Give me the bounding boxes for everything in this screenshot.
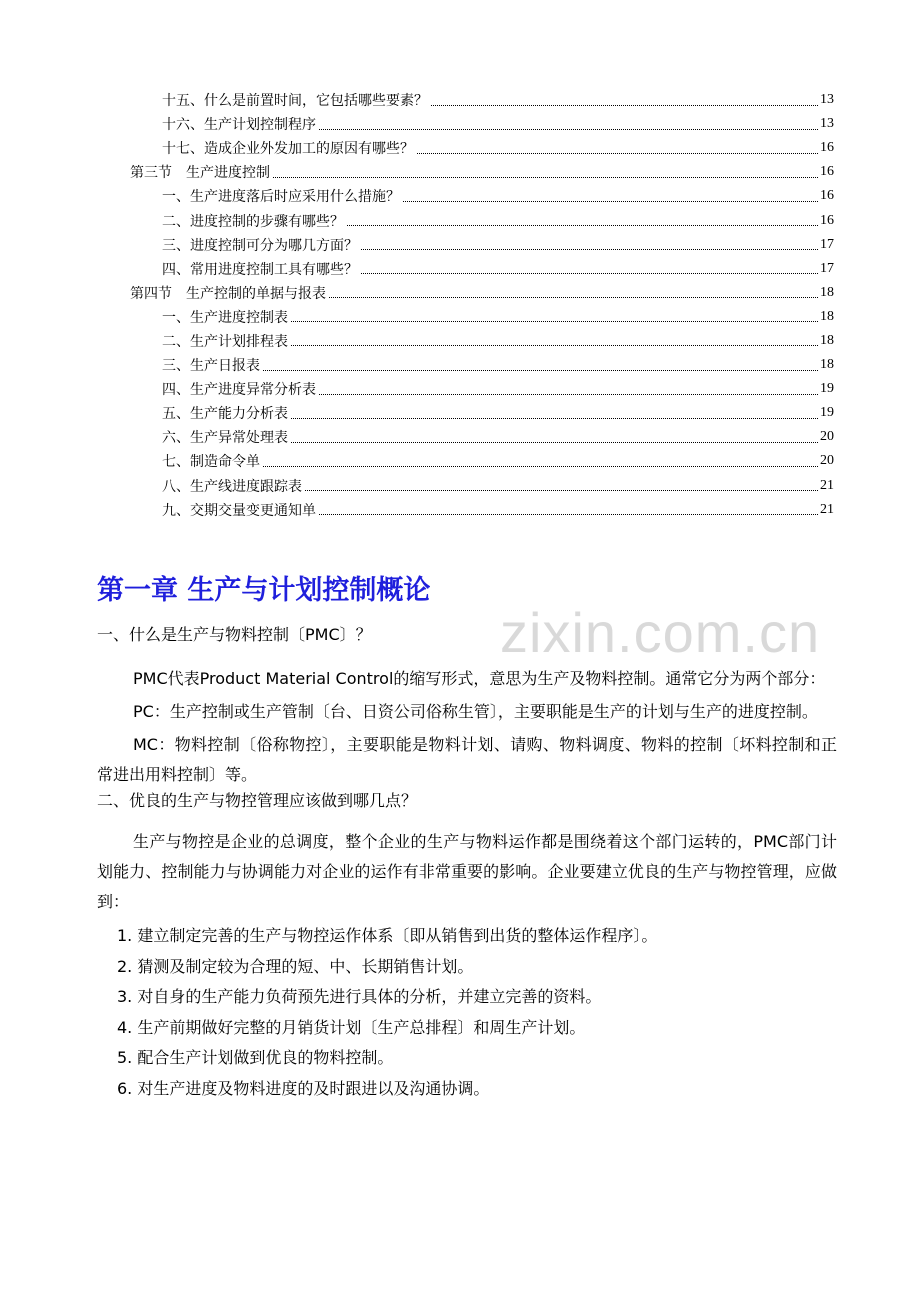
toc-page-number: 18	[820, 332, 834, 348]
toc-row[interactable]	[0, 401, 834, 425]
toc-page-number: 17	[820, 236, 834, 252]
toc-page-number: 21	[820, 501, 834, 517]
toc-leader-dots	[319, 514, 818, 515]
toc-row[interactable]	[0, 425, 834, 449]
toc-row[interactable]	[0, 208, 834, 232]
toc-row[interactable]	[0, 136, 834, 160]
toc-leader-dots	[319, 129, 818, 130]
toc-row[interactable]	[0, 329, 834, 353]
toc-title: 五、生产能力分析表	[162, 406, 288, 423]
question-heading: 二、优良的生产与物控管理应该做到哪几点？	[97, 791, 418, 810]
toc-title: 二、进度控制的步骤有哪些？	[162, 213, 344, 230]
requirements-list	[97, 921, 837, 1104]
toc-page-number: 13	[820, 116, 834, 132]
toc-page-number: 20	[820, 429, 834, 445]
toc-page-number: 18	[820, 357, 834, 373]
toc-title: 一、生产进度落后时应采用什么措施？	[162, 189, 400, 206]
toc-page-number: 21	[820, 477, 834, 493]
toc-leader-dots	[263, 466, 818, 467]
toc-title: 六、生产异常处理表	[162, 430, 288, 447]
paragraph: PMC代表Product Material Control的缩写形式，意思为生产及物料控制。通常它分为两个部分：	[133, 669, 826, 688]
toc-page-number: 18	[820, 284, 834, 300]
toc-title: 七、制造命令单	[162, 454, 260, 471]
toc-title: 三、进度控制可分为哪几方面？	[162, 237, 358, 254]
toc-page-number: 16	[820, 212, 834, 228]
toc-section-row[interactable]	[0, 160, 834, 184]
table-of-contents	[0, 88, 920, 522]
toc-leader-dots	[431, 105, 818, 106]
toc-page-number: 16	[820, 164, 834, 180]
list-item: 6. 对生产进度及物料进度的及时跟进以及沟通协调。	[117, 1078, 490, 1098]
list-item: 5. 配合生产计划做到优良的物料控制。	[117, 1048, 394, 1067]
toc-title: 第四节 生产控制的单据与报表	[130, 285, 326, 302]
toc-leader-dots	[273, 177, 818, 178]
toc-page-number: 18	[820, 308, 834, 324]
toc-title: 九、交期交量变更通知单	[162, 502, 316, 519]
toc-row[interactable]	[0, 184, 834, 208]
toc-leader-dots	[263, 370, 818, 371]
toc-leader-dots	[291, 345, 818, 346]
toc-leader-dots	[329, 297, 818, 298]
list-item: 4. 生产前期做好完整的月销货计划〔生产总排程〕和周生产计划。	[117, 1017, 586, 1037]
chapter-body	[97, 620, 837, 1104]
question-heading: 一、什么是生产与物料控制〔PMC〕？	[97, 625, 372, 644]
toc-title: 十六、生产计划控制程序	[162, 117, 316, 134]
toc-leader-dots	[361, 249, 818, 250]
toc-row[interactable]	[0, 498, 834, 522]
toc-title: 四、常用进度控制工具有哪些？	[162, 261, 358, 278]
toc-leader-dots	[361, 273, 818, 274]
list-item: 3. 对自身的生产能力负荷预先进行具体的分析，并建立完善的资料。	[117, 987, 602, 1006]
list-item: 1. 建立制定完善的生产与物控运作体系〔即从销售到出货的整体运作程序〕。	[117, 926, 658, 945]
toc-title: 二、生产计划排程表	[162, 333, 288, 350]
toc-row[interactable]	[0, 112, 834, 136]
toc-page-number: 16	[820, 188, 834, 204]
toc-row[interactable]	[0, 257, 834, 281]
toc-row[interactable]	[0, 88, 834, 112]
toc-row[interactable]	[0, 474, 834, 498]
toc-page-number: 19	[820, 381, 834, 397]
toc-row[interactable]	[0, 377, 834, 401]
toc-title: 八、生产线进度跟踪表	[162, 478, 302, 495]
toc-leader-dots	[291, 321, 818, 322]
paragraph: MC：物料控制〔俗称物控〕，主要职能是物料计划、请购、物料调度、物料的控制〔坏料控制和正常进出用料控制〕等。	[97, 735, 837, 784]
toc-leader-dots	[291, 442, 818, 443]
toc-page-number: 13	[820, 92, 834, 108]
toc-page-number: 20	[820, 453, 834, 469]
toc-page-number: 19	[820, 405, 834, 421]
toc-page-number: 17	[820, 260, 834, 276]
toc-title: 一、生产进度控制表	[162, 309, 288, 326]
toc-leader-dots	[417, 153, 818, 154]
toc-page-number: 16	[820, 140, 834, 156]
toc-title: 第三节 生产进度控制	[130, 165, 270, 182]
toc-leader-dots	[291, 418, 818, 419]
toc-title: 十五、什么是前置时间，它包括哪些要素？	[162, 93, 428, 110]
toc-leader-dots	[305, 490, 818, 491]
toc-section-row[interactable]	[0, 281, 834, 305]
toc-leader-dots	[403, 201, 818, 202]
list-item: 2. 猜测及制定较为合理的短、中、长期销售计划。	[117, 956, 474, 976]
paragraph: 生产与物控是企业的总调度，整个企业的生产与物料运作都是围绕着这个部门运转的，PMC部门计划能力、控制能力与协调能力对企业的运作有非常重要的影响。企业要建立优良的生产与物控管理，应做到：	[97, 832, 837, 911]
toc-row[interactable]	[0, 353, 834, 377]
toc-title: 三、生产日报表	[162, 358, 260, 375]
paragraph: PC：生产控制或生产管制〔台、日资公司俗称生管〕，主要职能是生产的计划与生产的进度控制。	[133, 702, 818, 721]
toc-leader-dots	[319, 394, 818, 395]
toc-row[interactable]	[0, 449, 834, 473]
toc-leader-dots	[347, 225, 818, 226]
chapter-title: 第一章 生产与计划控制概论	[97, 575, 431, 606]
toc-row[interactable]	[0, 305, 834, 329]
watermark: zixin.com.cn	[500, 601, 821, 664]
toc-title: 十七、造成企业外发加工的原因有哪些？	[162, 141, 414, 158]
toc-row[interactable]	[0, 233, 834, 257]
toc-title: 四、生产进度异常分析表	[162, 382, 316, 399]
